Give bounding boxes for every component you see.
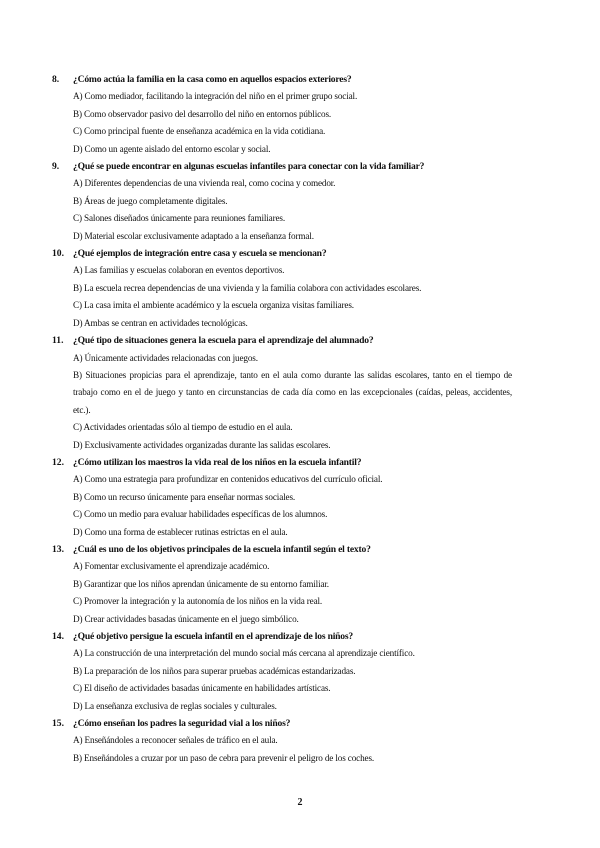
answer-option: B) Situaciones propicias para el aprendizaje, tanto en el aula como durante las salidas escolares, tanto en el tiempo de trabajo como en el de juego y tanto en circunstancias de cada día como en las excepcionales (caídas, peleas, accidentes, etc.). bbox=[73, 369, 512, 415]
answer-option: D) Exclusivamente actividades organizadas durante las salidas escolares. bbox=[73, 439, 331, 450]
question-item bbox=[52, 715, 512, 767]
answer-option: C) Como un medio para evaluar habilidades específicas de los alumnos. bbox=[73, 509, 328, 520]
answer-option: B) Garantizar que los niños aprendan únicamente de su entorno familiar. bbox=[73, 578, 329, 589]
question-heading bbox=[52, 158, 512, 175]
question-item bbox=[52, 71, 512, 158]
answer-option: B) Como observador pasivo del desarrollo del niño en entornos públicos. bbox=[73, 108, 332, 119]
question-text: ¿Qué tipo de situaciones genera la escuela para el aprendizaje del alumnado? bbox=[73, 335, 374, 347]
answer-option: D) Crear actividades basadas únicamente en el juego simbólico. bbox=[73, 613, 299, 624]
question-text: ¿Cómo utilizan los maestros la vida real de los niños en la escuela infantil? bbox=[73, 456, 362, 468]
answer-option: C) Actividades orientadas sólo al tiempo de estudio en el aula. bbox=[73, 422, 293, 433]
question-heading bbox=[52, 715, 512, 732]
question-list bbox=[52, 71, 512, 767]
question-heading bbox=[52, 71, 512, 88]
answer-option: A) Únicamente actividades relacionadas con juegos. bbox=[73, 352, 258, 363]
answer-option: B) La escuela recrea dependencias de una vivienda y la familia colabora con actividades escolares. bbox=[73, 282, 422, 293]
question-heading bbox=[52, 332, 512, 349]
answer-option: C) Promover la integración y la autonomía de los niños en la vida real. bbox=[73, 596, 323, 607]
question-text: ¿Qué objetivo persigue la escuela infantil en el aprendizaje de los niños? bbox=[73, 631, 354, 642]
answer-option: D) La enseñanza exclusiva de reglas sociales y culturales. bbox=[73, 700, 277, 711]
question-item bbox=[52, 628, 512, 715]
page-number: 2 bbox=[297, 797, 303, 808]
question-text: ¿Cuál es uno de los objetivos principales de la escuela infantil según el texto? bbox=[73, 543, 371, 555]
answer-option: A) La construcción de una interpretación del mundo social más cercana al aprendizaje científico. bbox=[73, 648, 415, 659]
question-heading bbox=[52, 628, 512, 645]
answer-option: A) Fomentar exclusivamente el aprendizaje académico. bbox=[73, 561, 270, 572]
answer-option: A) Enseñándoles a reconocer señales de tráfico en el aula. bbox=[73, 735, 278, 746]
question-number: 13. bbox=[52, 543, 64, 555]
answer-option: A) Diferentes dependencias de una vivienda real, como cocina y comedor. bbox=[73, 178, 336, 189]
question-number: 15. bbox=[52, 718, 64, 730]
question-item bbox=[52, 541, 512, 628]
answer-option: C) La casa imita el ambiente académico y la escuela organiza visitas familiares. bbox=[73, 300, 354, 311]
question-text: ¿Qué se puede encontrar en algunas escuelas infantiles para conectar con la vida familiar? bbox=[73, 161, 425, 173]
answer-option: B) Enseñándoles a cruzar por un paso de cebra para prevenir el peligro de los coches. bbox=[73, 752, 375, 763]
question-number: 10. bbox=[52, 248, 64, 260]
answer-option: B) Como un recurso únicamente para enseñar normas sociales. bbox=[73, 491, 296, 502]
answer-option: C) Como principal fuente de enseñanza académica en la vida cotidiana. bbox=[73, 126, 326, 137]
answer-option: D) Material escolar exclusivamente adaptado a la enseñanza formal. bbox=[73, 230, 314, 241]
question-item bbox=[52, 245, 512, 332]
answer-option: D) Como un agente aislado del entorno escolar y social. bbox=[73, 143, 271, 154]
question-heading bbox=[52, 454, 512, 471]
question-item bbox=[52, 454, 512, 541]
answer-option: C) El diseño de actividades basadas únicamente en habilidades artísticas. bbox=[73, 683, 331, 694]
question-number: 8. bbox=[52, 74, 60, 85]
answer-option: D) Ambas se centran en actividades tecnológicas. bbox=[73, 317, 248, 328]
answer-option: A) Las familias y escuelas colaboran en eventos deportivos. bbox=[73, 265, 285, 276]
answer-option: B) La preparación de los niños para superar pruebas académicas estandarizadas. bbox=[73, 665, 356, 676]
answer-option: D) Como una forma de establecer rutinas estrictas en el aula. bbox=[73, 526, 288, 537]
question-item bbox=[52, 332, 512, 454]
answer-option: C) Salones diseñados únicamente para reuniones familiares. bbox=[73, 213, 285, 224]
answer-option: B) Áreas de juego completamente digitales. bbox=[73, 195, 228, 206]
question-number: 9. bbox=[52, 161, 60, 173]
question-number: 14. bbox=[52, 631, 64, 642]
answer-option: A) Como una estrategia para profundizar en contenidos educativos del currículo oficial. bbox=[73, 474, 383, 485]
question-text: ¿Cómo enseñan los padres la seguridad vial a los niños? bbox=[73, 718, 291, 730]
question-text: ¿Qué ejemplos de integración entre casa y escuela se mencionan? bbox=[73, 248, 327, 260]
question-number: 12. bbox=[52, 456, 64, 468]
question-heading bbox=[52, 541, 512, 558]
question-text: ¿Cómo actúa la familia en la casa como en aquellos espacios exteriores? bbox=[73, 74, 352, 85]
question-heading bbox=[52, 245, 512, 262]
question-number: 11. bbox=[52, 335, 64, 347]
answer-option: A) Como mediador, facilitando la integración del niño en el primer grupo social. bbox=[73, 91, 358, 102]
question-item bbox=[52, 158, 512, 245]
